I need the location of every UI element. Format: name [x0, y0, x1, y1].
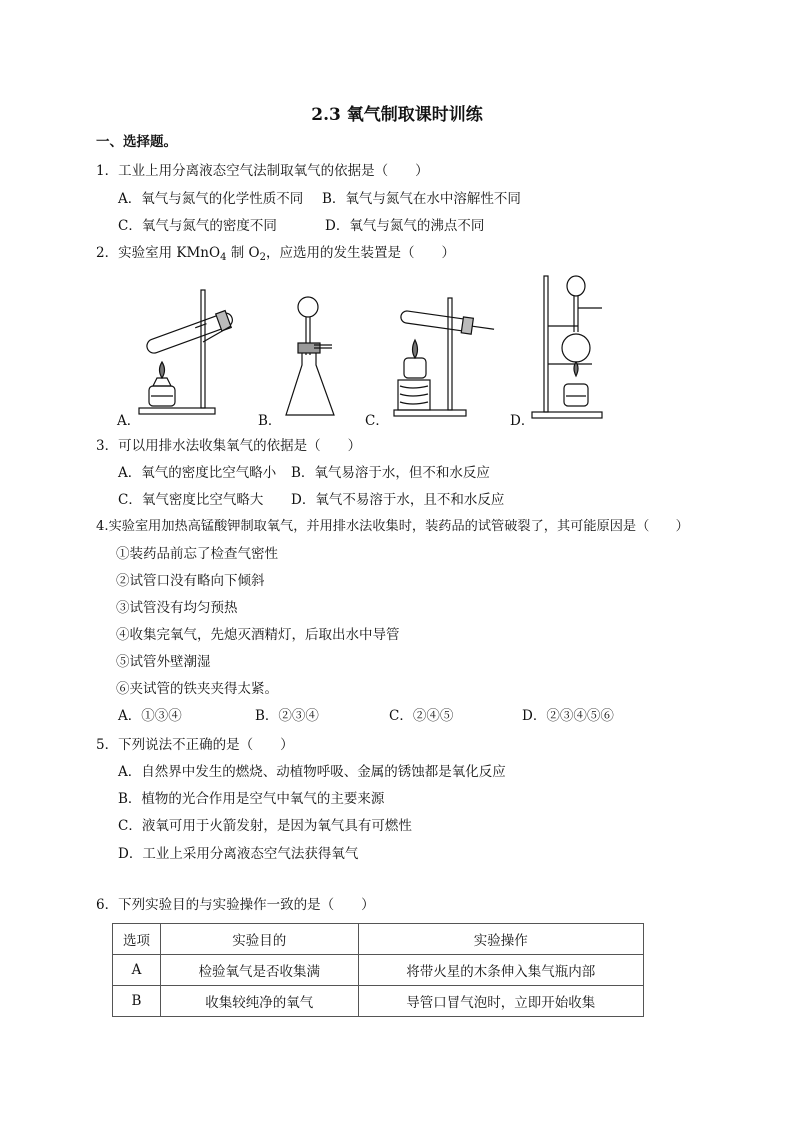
table-header-row: [113, 924, 644, 955]
table-header-cell: 选项: [113, 924, 161, 955]
q3-option-a: A．氧气的密度比空气略小: [118, 465, 277, 481]
q4-item-2: ②试管口没有略向下倾斜: [116, 573, 265, 589]
table-cell: B: [113, 986, 161, 1017]
apparatus-c-figure: [392, 296, 502, 418]
q6-stem: 6．下列实验目的与实验操作一致的是（ ）: [96, 897, 375, 913]
q4-stem: 4.实验室用加热高锰酸钾制取氧气，并用排水法收集时，装药品的试管破裂了，其可能原因是（ ）: [96, 519, 689, 534]
q3-option-d: D．氧气不易溶于水，且不和水反应: [291, 492, 505, 508]
table-cell: 检验氧气是否收集满: [160, 955, 358, 986]
q2-stem: 2．实验室用 KMnO$_4$ 制 $O_2$，应选用的发生装置是（ ）: [96, 245, 455, 263]
table-cell: A: [113, 955, 161, 986]
q6-table: [112, 923, 644, 1017]
q1-option-c: C．氧气与氮气的密度不同: [118, 218, 277, 234]
apparatus-c-label: C．: [365, 413, 389, 429]
q4-item-5: ⑤试管外壁潮湿: [116, 654, 211, 670]
q5-option-b: B．植物的光合作用是空气中氧气的主要来源: [118, 791, 385, 807]
table-cell: 将带火星的木条伸入集气瓶内部: [358, 955, 643, 986]
apparatus-d-label: D．: [510, 413, 535, 429]
q4-option-d: D．②③④⑤⑥: [522, 708, 614, 724]
table-row: [113, 986, 644, 1017]
q4-item-1: ①装药品前忘了检查气密性: [116, 546, 278, 562]
q4-option-c: C．②④⑤: [389, 708, 454, 724]
q4-item-6: ⑥夹试管的铁夹夹得太紧。: [116, 681, 278, 697]
apparatus-b-label: B．: [258, 413, 282, 429]
table-header-cell: 实验操作: [358, 924, 643, 955]
apparatus-a-label: A．: [117, 413, 141, 429]
apparatus-d-figure: [530, 272, 610, 420]
q5-option-c: C．液氧可用于火箭发射，是因为氧气具有可燃性: [118, 818, 412, 834]
apparatus-b-figure: [280, 293, 350, 421]
q1-stem: 1．工业上用分离液态空气法制取氧气的依据是（ ）: [96, 163, 429, 179]
q4-option-a: A．①③④: [118, 708, 182, 724]
q5-option-a: A．自然界中发生的燃烧、动植物呼吸、金属的锈蚀都是氧化反应: [118, 764, 506, 780]
table-cell: 收集较纯净的氧气: [160, 986, 358, 1017]
table-cell: 导管口冒气泡时，立即开始收集: [358, 986, 643, 1017]
apparatus-a-figure: [135, 286, 255, 418]
q5-option-d: D．工业上采用分离液态空气法获得氧气: [118, 846, 359, 862]
section-heading: 一、选择题。: [96, 134, 177, 150]
q5-stem: 5．下列说法不正确的是（ ）: [96, 737, 294, 753]
q1-option-a: A．氧气与氮气的化学性质不同: [118, 191, 304, 207]
q3-option-b: B．氧气易溶于水，但不和水反应: [291, 465, 490, 481]
q1-option-d: D．氧气与氮气的沸点不同: [325, 218, 485, 234]
q4-option-b: B．②③④: [255, 708, 319, 724]
table-row: [113, 955, 644, 986]
q3-stem: 3．可以用排水法收集氧气的依据是（ ）: [96, 438, 362, 454]
q3-option-c: C．氧气密度比空气略大: [118, 492, 264, 508]
q4-item-3: ③试管没有均匀预热: [116, 600, 238, 616]
page-title: 2.3 氧气制取课时训练: [311, 105, 483, 125]
q4-item-4: ④收集完氧气，先熄灭酒精灯，后取出水中导管: [116, 627, 400, 643]
table-header-cell: 实验目的: [160, 924, 358, 955]
q1-option-b: B．氧气与氮气在水中溶解性不同: [322, 191, 521, 207]
